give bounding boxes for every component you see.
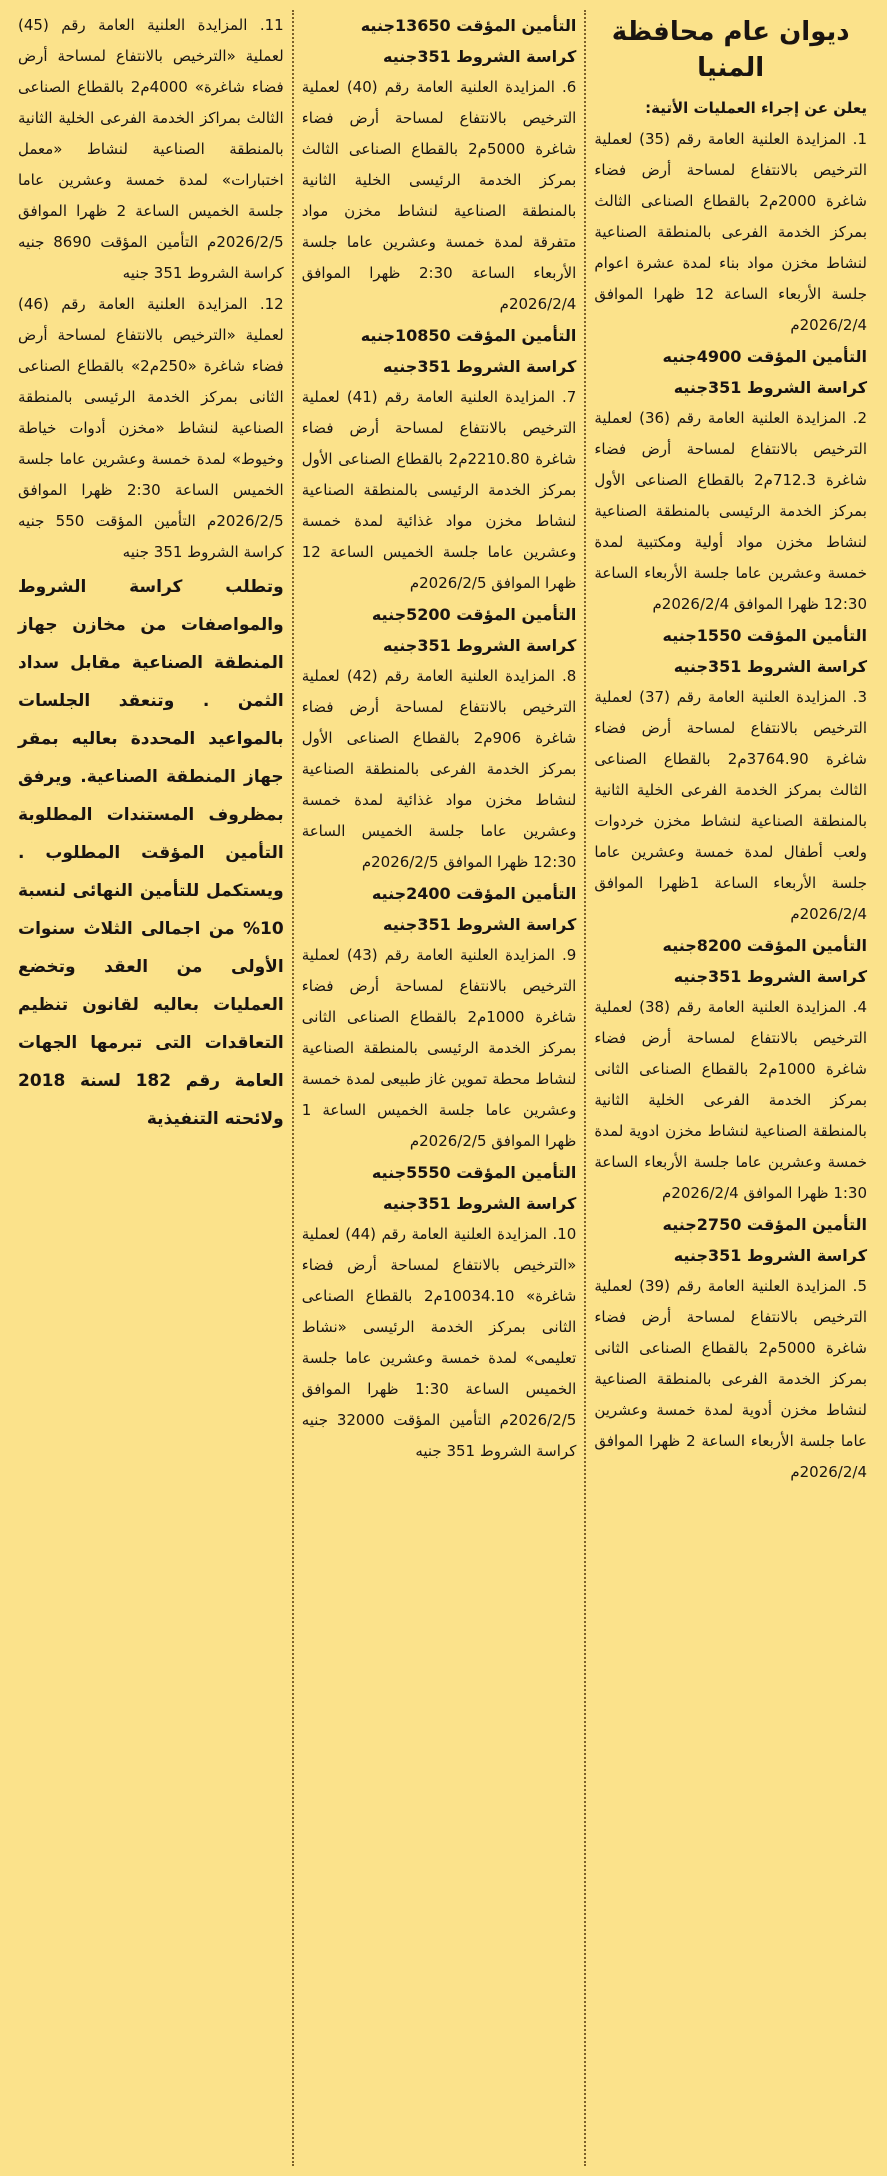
auction-text: 11. المزايدة العلنية العامة رقم (45) لعملية «الترخيص بالانتفاع لمساحة أرض فضاء شاغرة» 4000م2 بالقطاع الصناعى الثالث بمراكز الخدمة الفرعى الخلية الثانية بالمنطقة الصناعية لنشاط «معمل اختبارات» لمدة خمسة وعشرين عاما جلسة الخميس الساعة 2 ظهرا الموافق 2026/2/5م التأمين المؤقت 8690 جنيه كراسة الشروط 351 جنيه	[18, 16, 284, 282]
auction-item	[302, 661, 577, 940]
auction-text: 9. المزايدة العلنية العامة رقم (43) لعملية الترخيص بالانتفاع لمساحة أرض فضاء شاغرة 1000م2 بالقطاع الصناعى الثانى بمركز الخدمة الرئيسى بالمنطقة الصناعية لنشاط محطة تموين غاز طبيعى لمدة خمسة وعشرين عاما جلسة الخميس الساعة 1 ظهرا الموافق 2026/2/5م	[301, 946, 577, 1150]
insurance-amount: التأمين المؤقت 10850جنيه	[360, 326, 577, 345]
conditions-fee: كراسة الشروط 351جنيه	[383, 1194, 577, 1213]
insurance-amount: التأمين المؤقت 5550جنيه	[371, 1163, 577, 1182]
insurance-amount: التأمين المؤقت 5200جنيه	[371, 605, 577, 624]
auction-item	[594, 1271, 867, 1488]
closing-paragraph: وتطلب كراسة الشروط والمواصفات من مخازن جهاز المنطقة الصناعية مقابل سداد الثمن . وتنعقد الجلسات بالمواعيد المحددة بعاليه بمقر جهاز المنطقة الصناعية. ويرفق بمظروف المستندات المطلوبة التأمين المؤقت المطلوب . ويستكمل للتأمين النهائى لنسبة 10% من اجمالى الثلاث سنوات الأولى من العقد وتخضع العمليات بعاليه لقانون تنظيم التعاقدات التى تبرمها الجهات العامة رقم 182 لسنة 2018 ولائحته التنفيذية	[18, 577, 284, 1129]
insurance-amount: التأمين المؤقت 4900جنيه	[662, 347, 867, 366]
page-title: ديوان عام محافظة المنيا	[611, 17, 850, 83]
conditions-fee: كراسة الشروط 351جنيه	[383, 357, 577, 376]
insurance-amount: التأمين المؤقت 2750جنيه	[662, 1215, 867, 1234]
auction-item	[18, 289, 284, 568]
insurance-amount: التأمين المؤقت 8200جنيه	[662, 936, 867, 955]
conditions-fee: كراسة الشروط 351جنيه	[383, 915, 577, 934]
auction-item	[302, 940, 577, 1219]
column-divider	[292, 10, 294, 2166]
conditions-fee: كراسة الشروط 351جنيه	[673, 1246, 867, 1265]
auction-item	[594, 992, 867, 1271]
column-divider	[584, 10, 586, 2166]
auction-text: 6. المزايدة العلنية العامة رقم (40) لعملية الترخيص بالانتفاع لمساحة أرض فضاء شاغرة 5000م2 بالقطاع الصناعى الثالث بمركز الخدمة الرئيسى الخلية الثانية بالمنطقة الصناعية لنشاط مخزن مواد متفرقة لمدة خمسة وعشرين عاما جلسة الأربعاء الساعة 2:30 ظهرا الموافق 2026/2/4م	[301, 78, 577, 313]
auction-item	[18, 10, 284, 289]
auction-item	[302, 10, 577, 72]
auction-text: 7. المزايدة العلنية العامة رقم (41) لعملية الترخيص بالانتفاع لمساحة أرض فضاء شاغرة 2210.80م2 بالقطاع الصناعى الأول بمركز الخدمة الرئيسى بالمنطقة الصناعية لنشاط مخزن مواد غذائية لمدة خمسة وعشرين عاما جلسة الخميس الساعة 12 ظهرا الموافق 2026/2/5م	[301, 388, 577, 592]
auction-text: 2. المزايدة العلنية العامة رقم (36) لعملية الترخيص بالانتفاع لمساحة أرض فضاء شاغرة 712.3م2 بالقطاع الصناعى الأول بمركز الخدمة الرئيسى بالمنطقة الصناعية لنشاط مخزن مواد أولية ومكتبية لمدة خمسة وعشرين عاما جلسة الأربعاء الساعة 12:30 ظهرا الموافق 2026/2/4م	[594, 409, 867, 613]
conditions-fee: كراسة الشروط 351جنيه	[673, 967, 867, 986]
auction-text: 10. المزايدة العلنية العامة رقم (44) لعملية «الترخيص بالانتفاع لمساحة أرض فضاء شاغرة» 10034.10م2 بالقطاع الصناعى الثانى بمركز الخدمة الرئيسى «نشاط تعليمى» لمدة خمسة وعشرين عاما جلسة الخميس الساعة 1:30 ظهرا الموافق 2026/2/5م التأمين المؤقت 32000 جنيه كراسة الشروط 351 جنيه	[301, 1225, 577, 1460]
auction-item	[302, 1219, 577, 1467]
insurance-amount: التأمين المؤقت 1550جنيه	[662, 626, 867, 645]
auction-item	[594, 682, 867, 992]
intro-text: يعلن عن إجراء العمليات الأتية:	[645, 99, 867, 117]
auction-text: 8. المزايدة العلنية العامة رقم (42) لعملية الترخيص بالانتفاع لمساحة أرض فضاء شاغرة 906م2 بالقطاع الصناعى الأول بمركز الخدمة الفرعى بالمنطقة الصناعية لنشاط مخزن مواد غذائية لمدة خمسة وعشرين عاما جلسة الخميس الساعة 12:30 ظهرا الموافق 2026/2/5م	[301, 667, 577, 871]
column-left	[10, 10, 292, 2166]
conditions-fee: كراسة الشروط 351جنيه	[383, 47, 577, 66]
conditions-fee: كراسة الشروط 351جنيه	[673, 378, 867, 397]
auction-text: 5. المزايدة العلنية العامة رقم (39) لعملية الترخيص بالانتفاع لمساحة أرض فضاء شاغرة 5000م2 بالقطاع الصناعى الثانى بمركز الخدمة الفرعى بالمنطقة الصناعية لنشاط مخزن أدوية لمدة خمسة وعشرين عاما جلسة الأربعاء الساعة 2 ظهرا الموافق 2026/2/4م	[594, 1277, 867, 1481]
conditions-fee: كراسة الشروط 351جنيه	[673, 657, 867, 676]
conditions-fee: كراسة الشروط 351جنيه	[383, 636, 577, 655]
insurance-amount: التأمين المؤقت 13650جنيه	[360, 16, 577, 35]
auction-item	[594, 403, 867, 682]
auction-text: 1. المزايدة العلنية العامة رقم (35) لعملية الترخيص بالانتفاع لمساحة أرض فضاء شاغرة 2000م2 بالقطاع الصناعى الثالث بمركز الخدمة الفرعى بالمنطقة الصناعية لنشاط مخزن مواد بناء لمدة عشرة اعوام جلسة الأربعاء الساعة 12 ظهرا الموافق 2026/2/4م	[594, 130, 867, 334]
column-right	[586, 10, 875, 2166]
auction-text: 12. المزايدة العلنية العامة رقم (46) لعملية «الترخيص بالانتفاع لمساحة أرض فضاء شاغرة «250م2» بالقطاع الصناعى الثانى بمركز الخدمة الرئيسى بالمنطقة الصناعية لنشاط «مخزن أدوات خياطة وخيوط» لمدة خمسة وعشرين عاما جلسة الخميس الساعة 2:30 ظهرا الموافق 2026/2/5م التأمين المؤقت 550 جنيه كراسة الشروط 351 جنيه	[18, 295, 284, 561]
auction-text: 4. المزايدة العلنية العامة رقم (38) لعملية الترخيص بالانتفاع لمساحة أرض فضاء شاغرة 1000م2 بالقطاع الصناعى الثانى بمركز الخدمة الفرعى الخلية الثانية بالمنطقة الصناعية لنشاط مخزن ادوية لمدة خمسة وعشرين عاما جلسة الأربعاء الساعة 1:30 ظهرا الموافق 2026/2/4م	[594, 998, 867, 1202]
insurance-amount: التأمين المؤقت 2400جنيه	[371, 884, 577, 903]
auction-item	[302, 72, 577, 382]
auction-item	[302, 382, 577, 661]
column-middle	[294, 10, 585, 2166]
auction-text: 3. المزايدة العلنية العامة رقم (37) لعملية الترخيص بالانتفاع لمساحة أرض فضاء شاغرة 3764.90م2 بالقطاع الصناعى الثالث بمركز الخدمة الفرعى الخلية الثانية بالمنطقة الصناعية لنشاط مخزن خردوات ولعب أطفال لمدة خمسة وعشرين عاما جلسة الأربعاء الساعة 1ظهرا الموافق 2026/2/4م	[594, 688, 868, 923]
auction-item	[594, 124, 867, 403]
